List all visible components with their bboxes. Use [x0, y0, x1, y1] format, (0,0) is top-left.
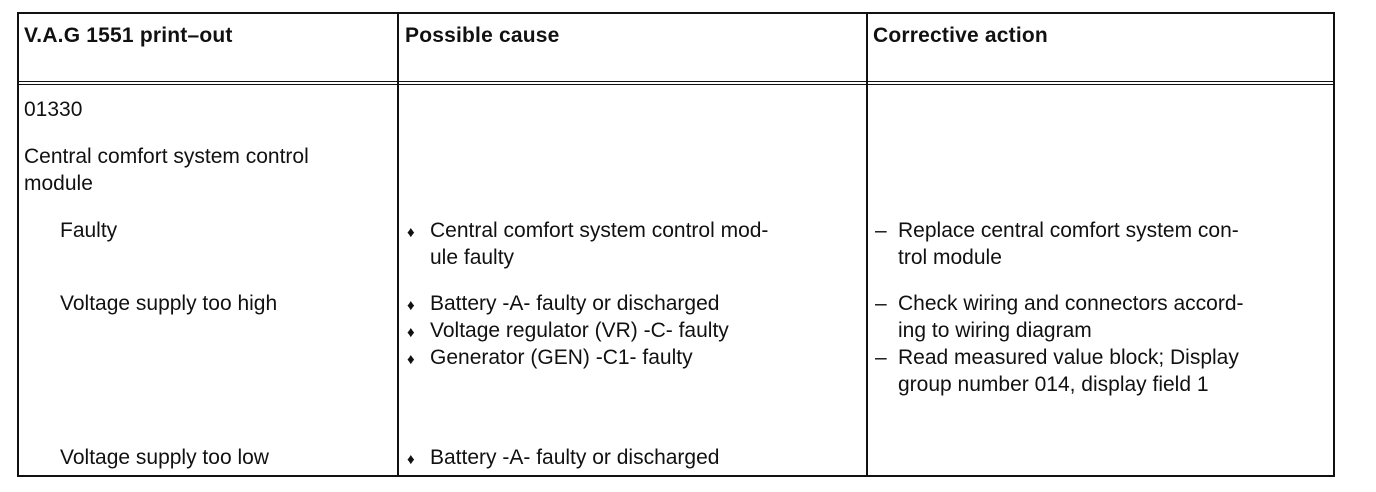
printout-voltage-low: Voltage supply too low: [60, 446, 269, 469]
header-corrective-action: Corrective action: [873, 24, 1048, 47]
action-text: Check wiring and connectors accord- ing to wiring diagram: [898, 292, 1244, 342]
bullet-icon: ♦: [407, 324, 415, 341]
action-text: Replace central comfort system con- trol module: [898, 219, 1239, 269]
cause-text: Voltage regulator (VR) -C- faulty: [430, 319, 729, 342]
cause-text: Central comfort system control mod- ule faulty: [430, 219, 769, 269]
header-possible-cause: Possible cause: [405, 24, 560, 47]
column-divider: [866, 14, 868, 475]
column-divider: [397, 14, 399, 475]
printout-voltage-high: Voltage supply too high: [60, 292, 278, 315]
bullet-icon: ♦: [407, 224, 415, 241]
fault-code: 01330: [24, 98, 83, 121]
dash-icon: –: [875, 346, 887, 369]
cause-text: Generator (GEN) -C1- faulty: [430, 346, 693, 369]
printout-faulty: Faulty: [60, 219, 118, 242]
cause-text: Battery -A- faulty or discharged: [430, 446, 720, 469]
cause-text: Battery -A- faulty or discharged: [430, 292, 720, 315]
dash-icon: –: [875, 292, 887, 315]
bullet-icon: ♦: [407, 297, 415, 314]
component-name: Central comfort system control module: [24, 145, 309, 195]
bullet-icon: ♦: [407, 351, 415, 368]
bullet-icon: ♦: [407, 451, 415, 468]
header-printout: V.A.G 1551 print–out: [24, 24, 233, 47]
action-text: Read measured value block; Display group number 014, display field 1: [898, 346, 1239, 396]
dash-icon: –: [875, 219, 887, 242]
fault-table: [17, 12, 1335, 477]
table-header: [19, 14, 1333, 85]
